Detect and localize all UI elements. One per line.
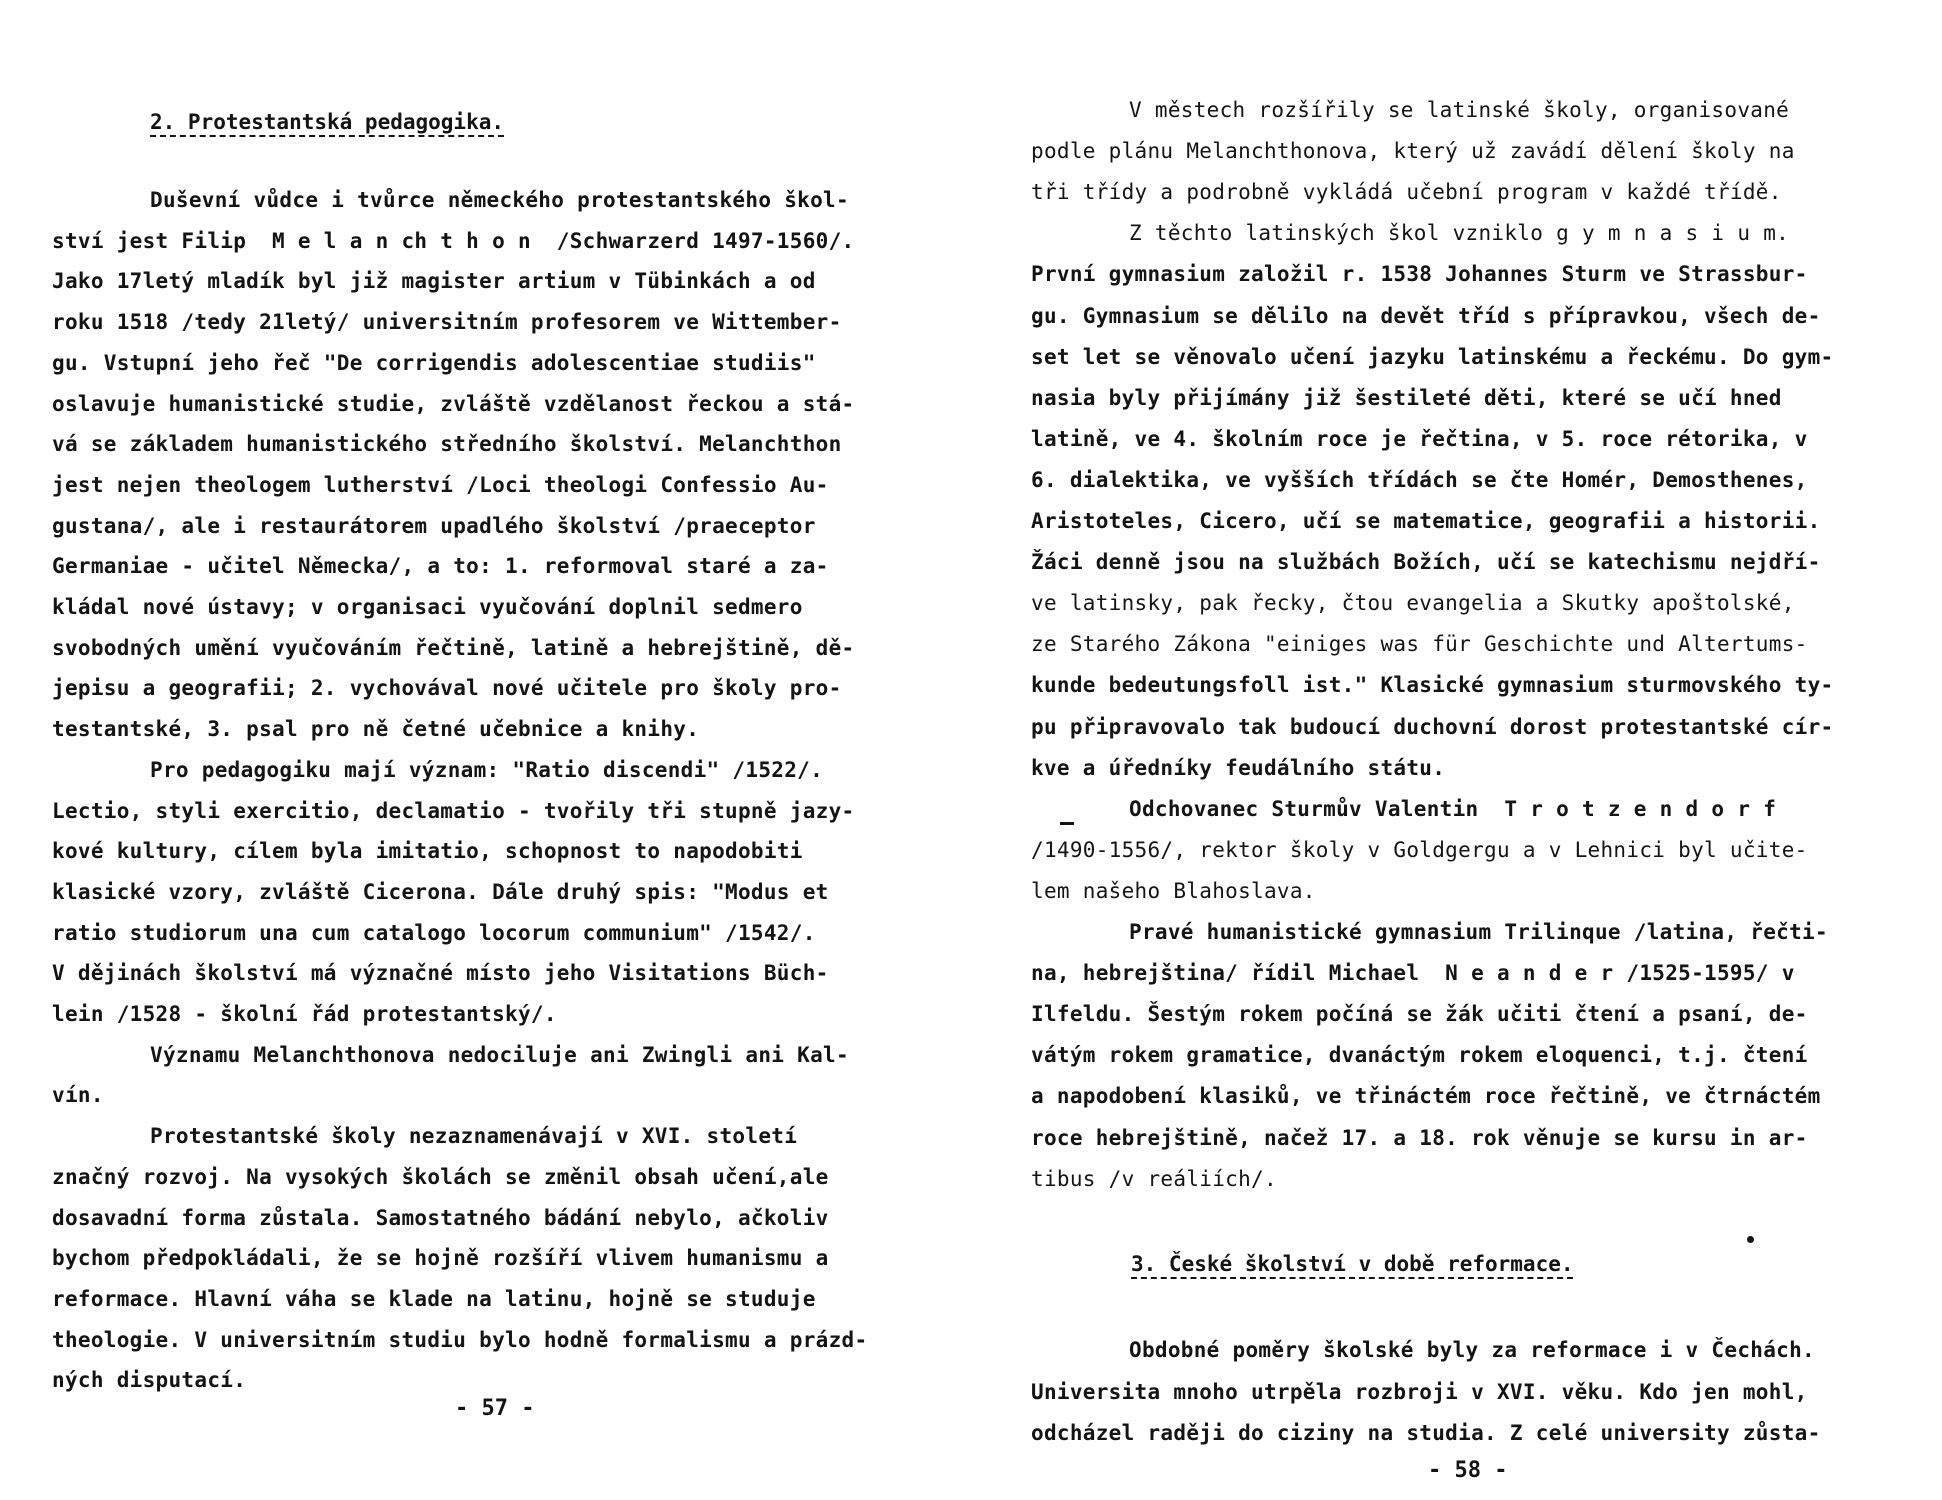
margin-dash [1060, 822, 1074, 825]
text-line: ve latinsky, pak řecky, čtou evangelia a Skutky apoštolské, [1031, 591, 1795, 616]
text-line: První gymnasium založil r. 1538 Johannes Sturm ve Strassbur- [1031, 262, 1808, 287]
text-line: vátým rokem gramatice, dvanáctým rokem eloquenci, t.j. čtení [1031, 1043, 1808, 1068]
ink-speck [1747, 1236, 1754, 1243]
text-line: set let se věnovalo učení jazyku latinskému a řeckému. Do gym- [1031, 344, 1834, 369]
text-line: ze Starého Zákona "einiges was für Geschichte und Altertums- [1031, 632, 1808, 657]
page-number: - 58 - [1428, 1458, 1508, 1483]
text-line: jest nejen theologem lutherství /Loci theologi Confessio Au- [52, 472, 829, 497]
text-line: tři třídy a podrobně vykládá učební program v každé třídě. [1031, 180, 1782, 205]
text-line: Odchovanec Sturmův Valentin T r o t z e n d o r f [1129, 796, 1777, 821]
text-line: tibus /v reáliích/. [1031, 1166, 1277, 1191]
text-line: vín. [52, 1083, 104, 1108]
text-line: klasické vzory, zvláště Cicerona. Dále druhý spis: "Modus et [52, 879, 829, 904]
text-line: kové kultury, cílem byla imitatio, schopnost to napodobiti [52, 839, 803, 864]
right-page [971, 0, 1942, 1500]
text-line: testantské, 3. psal pro ně četné učebnice a knihy. [52, 717, 700, 742]
text-line: Ilfeldu. Šestým rokem počíná se žák učiti čtení a psaní, de- [1031, 1002, 1808, 1027]
text-line: ratio studiorum una cum catalogo locorum communium" /1542/. [52, 920, 816, 945]
text-line: Protestantské školy nezaznamenávají v XVI. století [150, 1124, 798, 1149]
text-line: Pravé humanistické gymnasium Trilinque /latina, řečti- [1129, 920, 1828, 944]
text-line: gu. Gymnasium se dělilo na devět tříd s přípravkou, všech de- [1031, 303, 1821, 328]
text-line: V městech rozšířily se latinské školy, organisované [1129, 98, 1790, 122]
text-line: Duševní vůdce i tvůrce německého protestantského škol- [150, 188, 849, 212]
text-line: latině, ve 4. školním roce je řečtina, v 5. roce rétorika, v [1031, 426, 1808, 451]
text-line: Germaniae - učitel Německa/, a to: 1. reformoval staré a za- [52, 554, 829, 579]
text-line: 6. dialektika, ve vyšších třídách se čte Homér, Demosthenes, [1031, 467, 1808, 492]
text-line: lein /1528 - školní řád protestantský/. [52, 1002, 557, 1026]
text-line: gustana/, ale i restaurátorem upadlého školství /praeceptor [52, 513, 816, 538]
text-line: /1490-1556/, rektor školy v Goldgergu a v Lehnici byl učite- [1031, 837, 1808, 862]
text-line: Aristoteles, Cicero, učí se matematice, geografii a historii. [1031, 509, 1821, 533]
text-line: Lectio, styli exercitio, declamatio - tvořily tři stupně jazy- [52, 798, 855, 823]
text-line: roce hebrejštině, načež 17. a 18. rok věnuje se kursu in ar- [1031, 1125, 1808, 1150]
text-line: kunde bedeutungsfoll ist." Klasické gymnasium sturmovského ty- [1031, 673, 1834, 698]
text-line: kve a úředníky feudálního státu. [1031, 755, 1446, 780]
text-line: značný rozvoj. Na vysokých školách se změnil obsah učení,ale [52, 1164, 829, 1189]
text-line: nasia byly přijímány již šestileté děti, které se učí hned [1031, 385, 1782, 410]
text-line: Žáci denně jsou na službách Božích, učí se katechismu nejdří- [1031, 550, 1821, 575]
section-heading: 2. Protestantská pedagogika. [150, 110, 505, 134]
text-line: gu. Vstupní jeho řeč "De corrigendis adolescentiae studiis" [52, 350, 816, 375]
text-line: jepisu a geografii; 2. vychovával nové učitele pro školy pro- [52, 676, 842, 701]
text-line: Universita mnoho utrpěla rozbroji v XVI. věku. Kdo jen mohl, [1031, 1379, 1808, 1404]
text-line: na, hebrejština/ řídil Michael N e a n d e r /1525-1595/ v [1031, 961, 1795, 986]
text-line: svobodných umění vyučováním řečtině, latině a hebrejštině, dě- [52, 635, 855, 660]
text-line: a napodobení klasiků, ve třináctém roce řečtině, ve čtrnáctém [1031, 1084, 1821, 1109]
text-line: dosavadní forma zůstala. Samostatného bádání nebylo, ačkoliv [52, 1205, 829, 1230]
text-line: pu připravovalo tak budoucí duchovní dorost protestantské cír- [1031, 714, 1834, 739]
text-line: Jako 17letý mladík byl již magister artium v Tübinkách a od [52, 269, 816, 294]
text-line: Obdobné poměry školské byly za reformace i v Čechách. [1129, 1338, 1815, 1362]
text-line: ství jest Filip M e l a n ch t h o n /Schwarzerd 1497-1560/. [52, 228, 855, 253]
text-line: Z těchto latinských škol vzniklo g y m n a s i u m. [1129, 221, 1790, 246]
text-line: theologie. V universitním studiu bylo hodně formalismu a prázd- [52, 1327, 868, 1352]
text-line: vá se základem humanistického středního školství. Melanchthon [52, 432, 842, 457]
text-line: odcházel raději do ciziny na studia. Z celé university zůsta- [1031, 1421, 1821, 1445]
text-line: ných disputací. [52, 1368, 247, 1393]
text-line: reformace. Hlavní váha se klade na latinu, hojně se studuje [52, 1286, 816, 1311]
section-heading: 3. České školství v době reformace. [1131, 1252, 1574, 1276]
text-line: Pro pedagogiku mají význam: "Ratio discendi" /1522/. [150, 757, 824, 782]
text-line: lem našeho Blahoslava. [1031, 878, 1316, 903]
text-line: kládal nové ústavy; v organisaci vyučování doplnil sedmero [52, 595, 803, 619]
text-line: podle plánu Melanchthonova, který už zavádí dělení školy na [1031, 139, 1795, 164]
page-number: - 57 - [455, 1396, 535, 1421]
text-line: Významu Melanchthonova nedociluje ani Zwingli ani Kal- [150, 1042, 849, 1067]
text-line: V dějinách školství má význačné místo jeho Visitations Büch- [52, 961, 829, 986]
text-line: bychom předpokládali, že se hojně rozšíří vlivem humanismu a [52, 1246, 829, 1271]
text-line: roku 1518 /tedy 21letý/ universitním profesorem ve Wittember- [52, 310, 842, 335]
text-line: oslavuje humanistické studie, zvláště vzdělanost řeckou a stá- [52, 391, 855, 416]
